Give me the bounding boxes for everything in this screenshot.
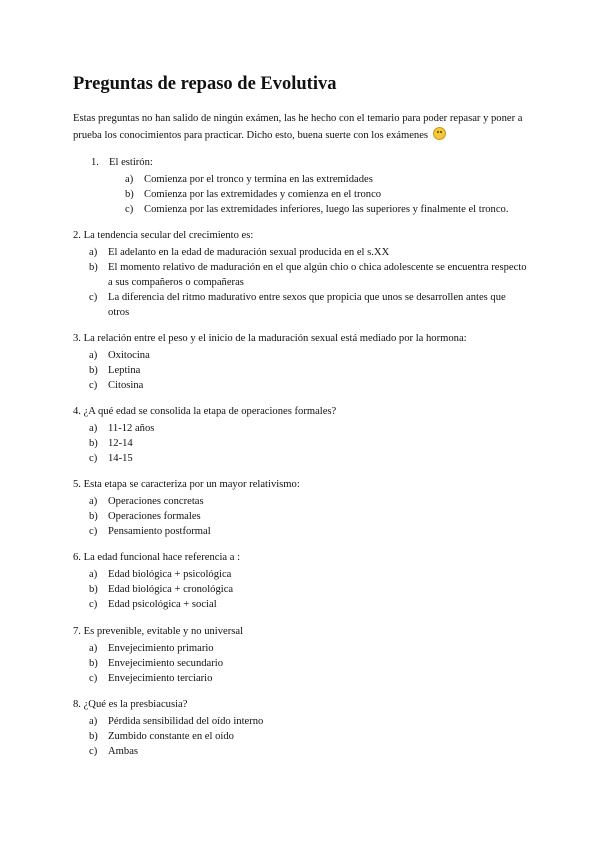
option-text: El adelanto en la edad de maduración sexual producida en el s.XX: [108, 247, 390, 258]
answer-option: [73, 597, 528, 612]
option-text: 14-15: [108, 453, 133, 464]
option-label: c): [89, 526, 98, 537]
option-label: b): [89, 438, 98, 449]
option-text: Operaciones formales: [108, 511, 201, 522]
answer-options: [73, 348, 528, 393]
answer-option: [73, 524, 528, 539]
answer-option: [73, 494, 528, 509]
option-label: b): [89, 365, 98, 376]
option-label: a): [89, 496, 98, 507]
option-text: Comienza por el tronco y termina en las extremidades: [144, 174, 373, 185]
option-text: Edad biológica + cronológica: [108, 584, 234, 595]
option-label: b): [89, 584, 98, 595]
question-7: [73, 624, 528, 686]
option-text: Citosina: [108, 380, 144, 391]
question-8: [73, 697, 528, 759]
answer-option: [73, 378, 528, 393]
question-3: [73, 331, 528, 393]
option-label: c): [89, 453, 98, 464]
option-label: a): [89, 247, 98, 258]
answer-option: [73, 671, 528, 686]
answer-options: [73, 494, 528, 539]
question-text: 8. ¿Qué es la presbiacusia?: [73, 699, 188, 710]
option-label: a): [89, 716, 98, 727]
question-5: [73, 477, 528, 539]
question-2: [73, 228, 528, 320]
question-number: 1.: [91, 157, 99, 168]
option-label: b): [89, 731, 98, 742]
option-text: Pérdida sensibilidad del oído interno: [108, 716, 264, 727]
option-text: Zumbido constante en el oído: [108, 731, 234, 742]
option-label: c): [89, 380, 98, 391]
option-label: b): [89, 511, 98, 522]
question-text: 6. La edad funcional hace referencia a :: [73, 552, 241, 563]
answer-option: [73, 656, 528, 671]
question-4: [73, 404, 528, 466]
answer-option: [73, 451, 528, 466]
option-label: c): [89, 673, 98, 684]
option-text: Envejecimiento secundario: [108, 658, 224, 669]
option-text: Edad biológica + psicológica: [108, 569, 232, 580]
option-label: a): [89, 643, 98, 654]
option-text: Edad psicológica + social: [108, 599, 217, 610]
answer-option: [73, 641, 528, 656]
question-stem: [73, 155, 543, 170]
option-label: a): [89, 350, 98, 361]
intro-text: Estas preguntas no han salido de ningún exámen, las he hecho con el temario para poder repasar y poner a prueba los conocimientos para practicar. Dicho esto, buena suerte con los exámenes: [73, 113, 523, 141]
answer-options: [73, 641, 528, 686]
option-label: a): [125, 174, 134, 185]
question-text: 4. ¿A qué edad se consolida la etapa de operaciones formales?: [73, 406, 337, 417]
option-label: b): [89, 658, 98, 669]
question-text: 7. Es prevenible, evitable y no universal: [73, 626, 244, 637]
answer-option: [73, 421, 528, 436]
option-text: Comienza por las extremidades y comienza en el tronco: [144, 189, 382, 200]
answer-option: [73, 509, 528, 524]
option-label: c): [89, 292, 98, 303]
option-label: c): [89, 599, 98, 610]
smiley-face-icon: [433, 127, 446, 140]
answer-option: [73, 729, 528, 744]
option-label: c): [125, 204, 134, 215]
option-text: Leptina: [108, 365, 141, 376]
option-text: 11-12 años: [108, 423, 155, 434]
option-label: a): [89, 569, 98, 580]
option-label: a): [89, 423, 98, 434]
option-text: Ambas: [108, 746, 139, 757]
question-1: [73, 155, 543, 217]
question-text: 5. Esta etapa se caracteriza por un mayor relativismo:: [73, 479, 300, 490]
answer-options: [73, 714, 528, 759]
question-text: 3. La relación entre el peso y el inicio de la maduración sexual está mediado por la hormona:: [73, 333, 467, 344]
answer-option: [73, 714, 528, 729]
option-text: Envejecimiento terciario: [108, 673, 213, 684]
answer-option: [73, 245, 528, 260]
answer-option: [73, 260, 528, 290]
page-title: Preguntas de repaso de Evolutiva: [73, 74, 337, 94]
option-label: c): [89, 746, 98, 757]
option-text: Envejecimiento primario: [108, 643, 214, 654]
answer-options: [73, 172, 543, 217]
answer-options: [73, 567, 528, 612]
answer-option: [73, 290, 528, 320]
option-text: La diferencia del ritmo madurativo entre sexos que propicia que unos se desarrollen antes que otros: [108, 292, 506, 318]
question-6: [73, 550, 528, 612]
answer-option: [73, 187, 543, 202]
answer-options: [73, 245, 528, 320]
answer-option: [73, 172, 543, 187]
option-text: Oxitocina: [108, 350, 150, 361]
answer-option: [73, 202, 543, 217]
intro-paragraph: [73, 110, 533, 144]
answer-option: [73, 744, 528, 759]
answer-option: [73, 436, 528, 451]
option-text: Pensamiento postformal: [108, 526, 211, 537]
answer-option: [73, 348, 528, 363]
question-text: 2. La tendencia secular del crecimiento es:: [73, 230, 254, 241]
option-text: 12-14: [108, 438, 133, 449]
option-text: Comienza por las extremidades inferiores, luego las superiores y finalmente el tronco.: [144, 204, 509, 215]
answer-option: [73, 567, 528, 582]
question-text: El estirón:: [109, 157, 153, 168]
option-text: Operaciones concretas: [108, 496, 204, 507]
option-label: b): [125, 189, 134, 200]
answer-option: [73, 582, 528, 597]
option-label: b): [89, 262, 98, 273]
option-text: El momento relativo de maduración en el que algún chio o chica adolescente se encuentra respecto a sus compañeros o compañeras: [108, 262, 527, 288]
answer-option: [73, 363, 528, 378]
answer-options: [73, 421, 528, 466]
